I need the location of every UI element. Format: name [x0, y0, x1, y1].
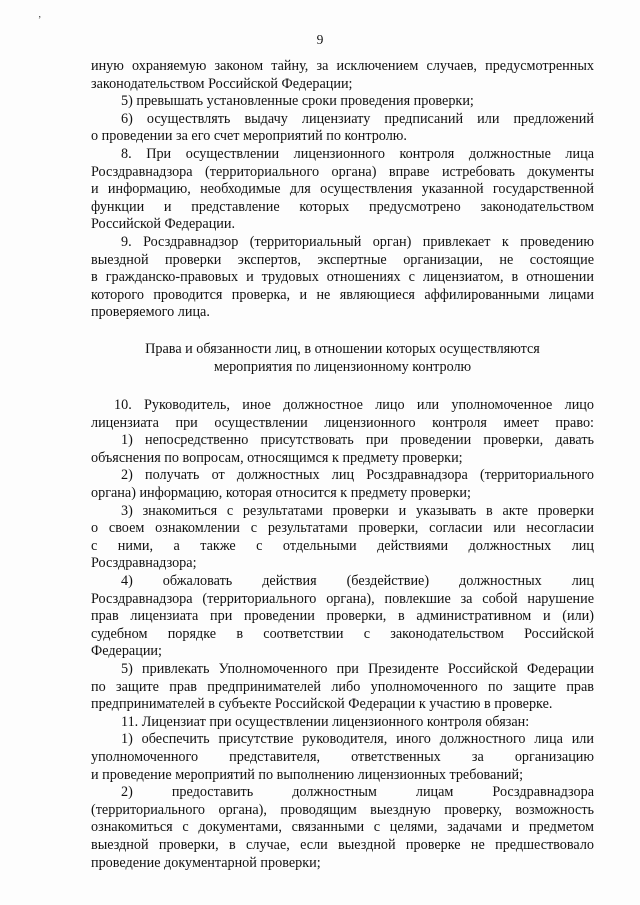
- text-line: предпринимателей в субъекте Российской Федерации к участию в проверке.: [91, 696, 553, 713]
- text-line: Федерации;: [91, 643, 162, 660]
- text-line: 6) осуществлять выдачу лицензиату предписаний или предложений: [121, 110, 594, 127]
- text-line: лицензиата при осуществлении лицензионного контроля имеет право:: [91, 414, 594, 431]
- text-line: 2) получать от должностных лиц Росздравнадзора (территориального: [121, 467, 594, 484]
- text-line: иную охраняемую законом тайну, за исключением случаев, предусмотренных: [91, 58, 594, 74]
- text-line: 5) привлекать Уполномоченного при Президенте Российской Федерации: [121, 661, 594, 677]
- text-line: 4) обжаловать действия (бездействие) должностных лиц: [121, 573, 594, 590]
- text-line: 1) обеспечить присутствие руководителя, иного должностного лица или: [121, 731, 594, 748]
- text-line: уполномоченного представителя, ответственных за организацию: [91, 748, 594, 765]
- text-line: которого проводится проверка, и не являющиеся аффилированными лицами: [91, 286, 594, 303]
- text-line: и проведение мероприятий по выполнению лицензионных требований;: [91, 766, 524, 783]
- text-line: 2) предоставить должностным лицам Росздравнадзора: [121, 784, 594, 801]
- section-heading-line: Права и обязанности лиц, в отношении которых осуществляются: [145, 340, 540, 357]
- text-line: о своем ознакомлении с результатами проверки, согласии или несогласии: [91, 520, 594, 537]
- text-line: проверяемого лица.: [91, 304, 210, 321]
- page-body: [91, 58, 594, 872]
- text-line: законодательством Российской Федерации;: [91, 75, 353, 92]
- text-line: выездной проверки, в случае, если выездной проверке не предшествовало: [91, 836, 594, 853]
- text-line: 9. Росздравнадзор (территориальный орган) привлекает к проведению: [121, 233, 594, 250]
- text-line: 8. При осуществлении лицензионного контроля должностные лица: [121, 145, 594, 162]
- text-line: органа) информацию, которая относится к предмету проверки;: [91, 485, 471, 502]
- text-line: проведение документарной проверки;: [91, 854, 321, 871]
- text-line: Российской Федерации.: [91, 216, 236, 233]
- text-line: функции и представление которых предусмотрено законодательством: [91, 198, 594, 215]
- text-line: с ними, а также с отдельными действиями должностных лиц: [91, 537, 594, 554]
- text-line: о проведении за его счет мероприятий по контролю.: [91, 128, 407, 145]
- page-number: 9: [316, 32, 324, 47]
- spacer: [91, 322, 594, 341]
- text-line: 3) знакомиться с результатами проверки и указывать в акте проверки: [121, 502, 594, 519]
- text-line: 1) непосредственно присутствовать при проведении проверки, давать: [121, 432, 594, 449]
- text-line: ознакомиться с документами, связанными с целями, задачами и предметом: [91, 819, 594, 836]
- text-line: Росздравнадзора (территориального органа), повлекшие за собой нарушение: [91, 590, 594, 607]
- text-line: и информацию, необходимые для осуществления указанной государственной: [91, 181, 594, 198]
- scan-mark: ʼ: [38, 15, 42, 26]
- text-line: 5) превышать установленные сроки проведения проверки;: [121, 93, 474, 110]
- text-line: в гражданско-правовых и трудовых отношениях с лицензиатом, в отношении: [91, 269, 594, 286]
- spacer: [91, 376, 594, 397]
- text-line: судебном порядке в соответствии с законодательством Российской: [91, 625, 594, 642]
- text-line: по защите прав предпринимателей либо уполномоченного по защите прав: [91, 678, 594, 695]
- text-line: прав лицензиата при проведении проверки, в административном и (или): [91, 608, 594, 625]
- text-line: Росздравнадзора;: [91, 555, 197, 572]
- text-line: 10. Руководитель, иное должностное лицо или уполномоченное лицо: [114, 397, 594, 414]
- section-heading-line: мероприятия по лицензионному контролю: [213, 358, 472, 375]
- text-line: Росздравнадзора (территориального органа) вправе истребовать документы: [91, 163, 594, 180]
- text-line: 11. Лицензиат при осуществлении лицензионного контроля обязан:: [121, 713, 530, 730]
- text-line: объяснения по вопросам, относящимся к предмету проверки;: [91, 449, 463, 466]
- text-line: (территориального органа), проводящим выездную проверку, возможность: [91, 801, 594, 818]
- text-line: выездной проверки экспертов, экспертные организации, не состоящие: [91, 251, 594, 268]
